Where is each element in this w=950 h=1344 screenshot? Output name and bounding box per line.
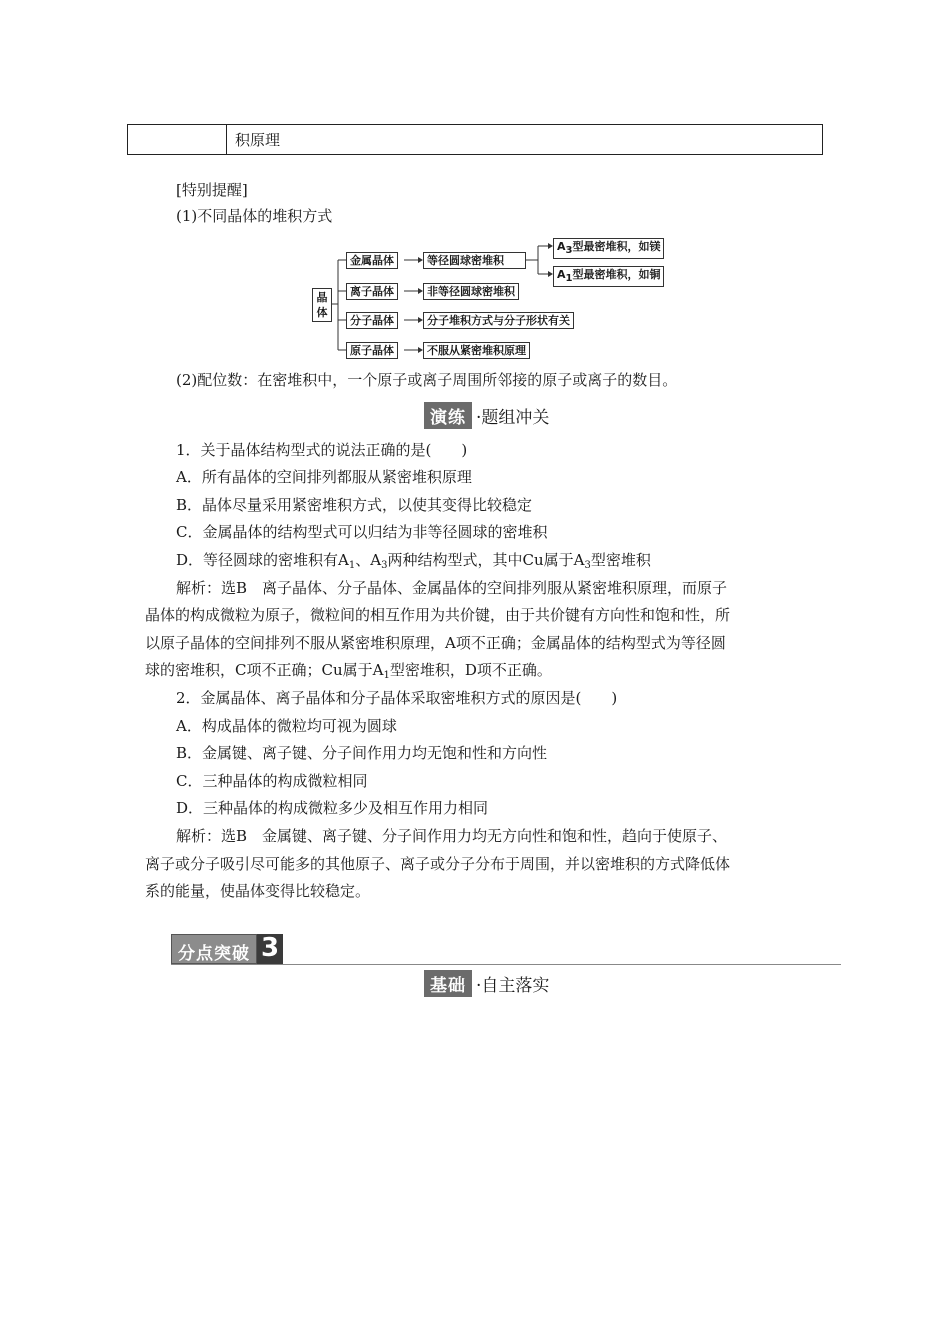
q2-option-d: D．三种晶体的构成微粒多少及相互作用力相同 <box>176 799 489 817</box>
diagram-a1-box: A1型最密堆积，如铜 <box>553 266 664 287</box>
section-header <box>171 934 283 964</box>
diagram-a3-box: A3型最密堆积，如镁 <box>553 238 664 259</box>
diagram-metal-next-box: 等径圆球密堆积 <box>423 252 526 269</box>
table-column-divider <box>226 125 227 154</box>
diagram-ionic-box: 离子晶体 <box>346 283 398 300</box>
diagram-atomic-box: 原子晶体 <box>346 342 398 359</box>
section-divider <box>171 964 841 965</box>
q2-stem: 2．金属晶体、离子晶体和分子晶体采取密堆积方式的原因是( ) <box>176 689 618 707</box>
table-cell: 积原理 <box>235 131 281 149</box>
q2-analysis-line-1: 解析：选B 金属键、离子键、分子间作用力均无方向性和饱和性，趋向于使原子、 <box>176 827 728 845</box>
tip-item-1: (1)不同晶体的堆积方式 <box>176 207 333 225</box>
q1-stem: 1．关于晶体结构型式的说法正确的是( ) <box>176 441 468 459</box>
q1-analysis-line-4: 球的密堆积，C项不正确；Cu属于$A_1$型密堆积，D项不正确。 <box>145 661 552 681</box>
diagram-root-box: 晶体 <box>312 288 332 322</box>
section-number: 3 <box>257 934 283 964</box>
q1-option-b: B．晶体尽量采用紧密堆积方式，以使其变得比较稳定 <box>176 496 533 514</box>
q2-option-c: C．三种晶体的构成微粒相同 <box>176 772 368 790</box>
section-title: 分点突破 <box>171 934 257 964</box>
diagram-molecular-next-box: 分子堆积方式与分子形状有关 <box>423 312 574 329</box>
diagram-molecular-box: 分子晶体 <box>346 312 398 329</box>
basic-subtitle: ·自主落实 <box>476 976 550 996</box>
q1-analysis-line-2: 晶体的构成微粒为原子，微粒间的相互作用为共价键，由于共价键有方向性和饱和性，所 <box>145 606 731 624</box>
practice-subtitle: ·题组冲关 <box>476 408 550 428</box>
tip-item-2: (2)配位数：在密堆积中，一个原子或离子周围所邻接的原子或离子的数目。 <box>176 371 678 389</box>
q1-analysis-line-3: 以原子晶体的空间排列不服从紧密堆积原理，A项不正确；金属晶体的结构型式为等径圆 <box>145 634 726 652</box>
practice-banner <box>424 402 549 429</box>
q2-option-b: B．金属键、离子键、分子间作用力均无饱和性和方向性 <box>176 744 548 762</box>
diagram-ionic-next-box: 非等径圆球密堆积 <box>423 283 519 300</box>
q2-option-a: A．构成晶体的微粒均可视为圆球 <box>176 717 397 735</box>
q1-option-a: A．所有晶体的空间排列都服从紧密堆积原理 <box>176 468 472 486</box>
q1-option-d: D．等径圆球的密堆积有$A_1$、$A_3$两种结构型式，其中Cu属于$A_3$型密堆积 <box>176 551 651 571</box>
diagram-metal-box: 金属晶体 <box>346 252 398 269</box>
q2-analysis-line-2: 离子或分子吸引尽可能多的其他原子、离子或分子分布于周围，并以密堆积的方式降低体 <box>145 855 731 873</box>
practice-tag: 演练 <box>424 402 472 429</box>
q2-analysis-line-3: 系的能量，使晶体变得比较稳定。 <box>145 882 371 900</box>
diagram-atomic-next-box: 不服从紧密堆积原理 <box>423 342 530 359</box>
tip-heading: [特别提醒] <box>176 181 248 199</box>
q1-analysis-line-1: 解析：选B 离子晶体、分子晶体、金属晶体的空间排列服从紧密堆积原理，而原子 <box>176 579 728 597</box>
basic-banner <box>424 970 549 997</box>
q1-option-c: C．金属晶体的结构型式可以归结为非等径圆球的密堆积 <box>176 523 548 541</box>
table-fragment <box>127 124 823 155</box>
basic-tag: 基础 <box>424 970 472 997</box>
